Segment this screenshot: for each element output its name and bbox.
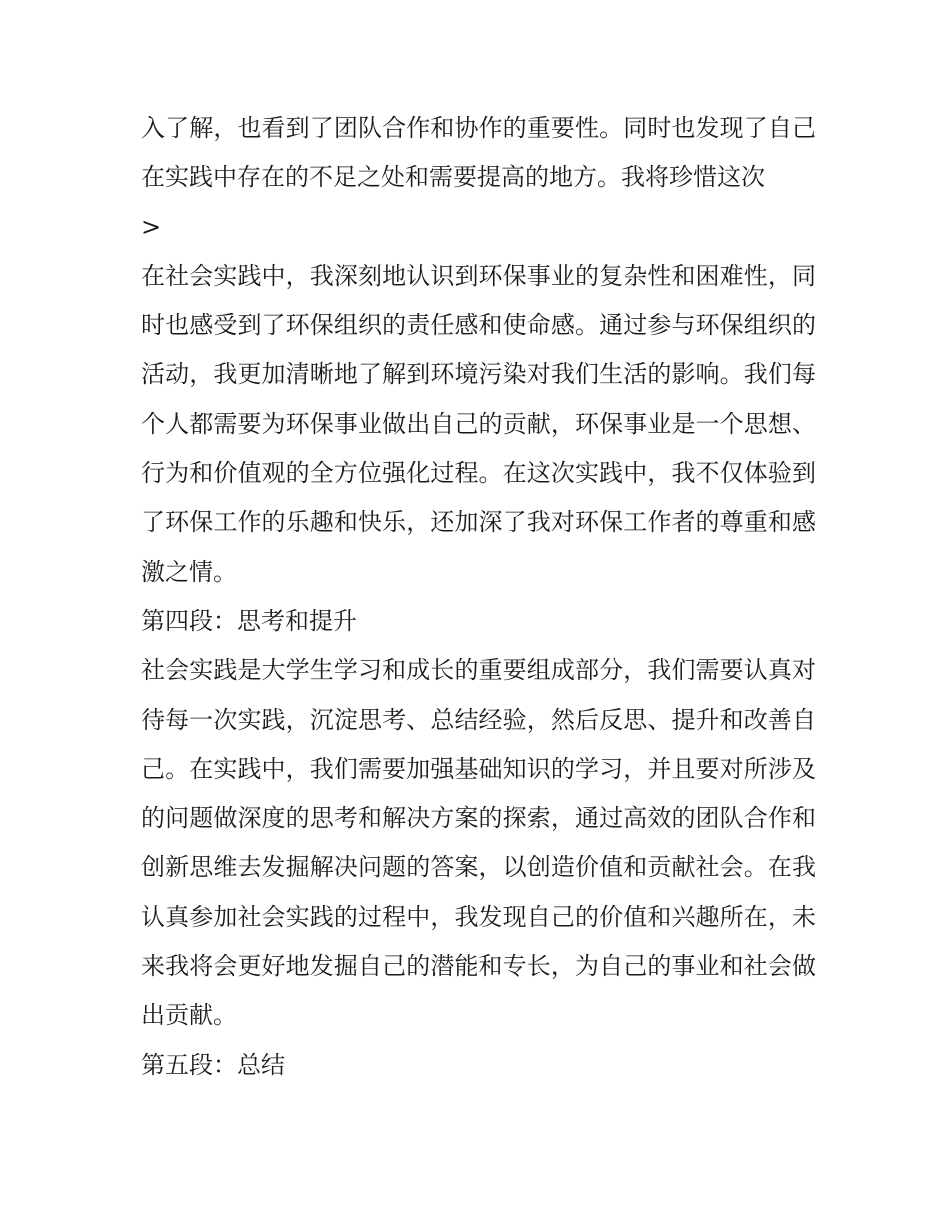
section-heading-five: 第五段：总结 [141,1050,285,1079]
section-heading-four: 第四段：思考和提升 [141,606,357,635]
paragraph-reflection: 社会实践是大学生学习和成长的重要组成部分，我们需要认真对待每一次实践，沉淀思考、总结经验，然后反思、提升和改善自己。在实践中，我们需要加强基础知识的学习，并且要对所涉及的问题做深度的思考和解决方案的探索，通过高效的团队合作和创新思维去发掘解决问题的答案，以创造价值和贡献社会。在我认真参加社会实践的过程中，我发现自己的价值和兴趣所在，未来我将会更好地发掘自己的潜能和专长，为自己的事业和社会做出贡献。 [141,656,816,1030]
paragraph-continuation: 入了解，也看到了团队合作和协作的重要性。同时也发现了自己在实践中存在的不足之处和需要提高的地方。我将珍惜这次 [141,114,816,192]
document-body [141,104,816,1090]
paragraph-marker: > [141,212,162,241]
paragraph-environment: 在社会实践中，我深刻地认识到环保事业的复杂性和困难性，同时也感受到了环保组织的责任感和使命感。通过参与环保组织的活动，我更加清晰地了解到环境污染对我们生活的影响。我们每个人都需要为环保事业做出自己的贡献，环保事业是一个思想、行为和价值观的全方位强化过程。在这次实践中，我不仅体验到了环保工作的乐趣和快乐，还加深了我对环保工作者的尊重和感激之情。 [141,261,816,586]
